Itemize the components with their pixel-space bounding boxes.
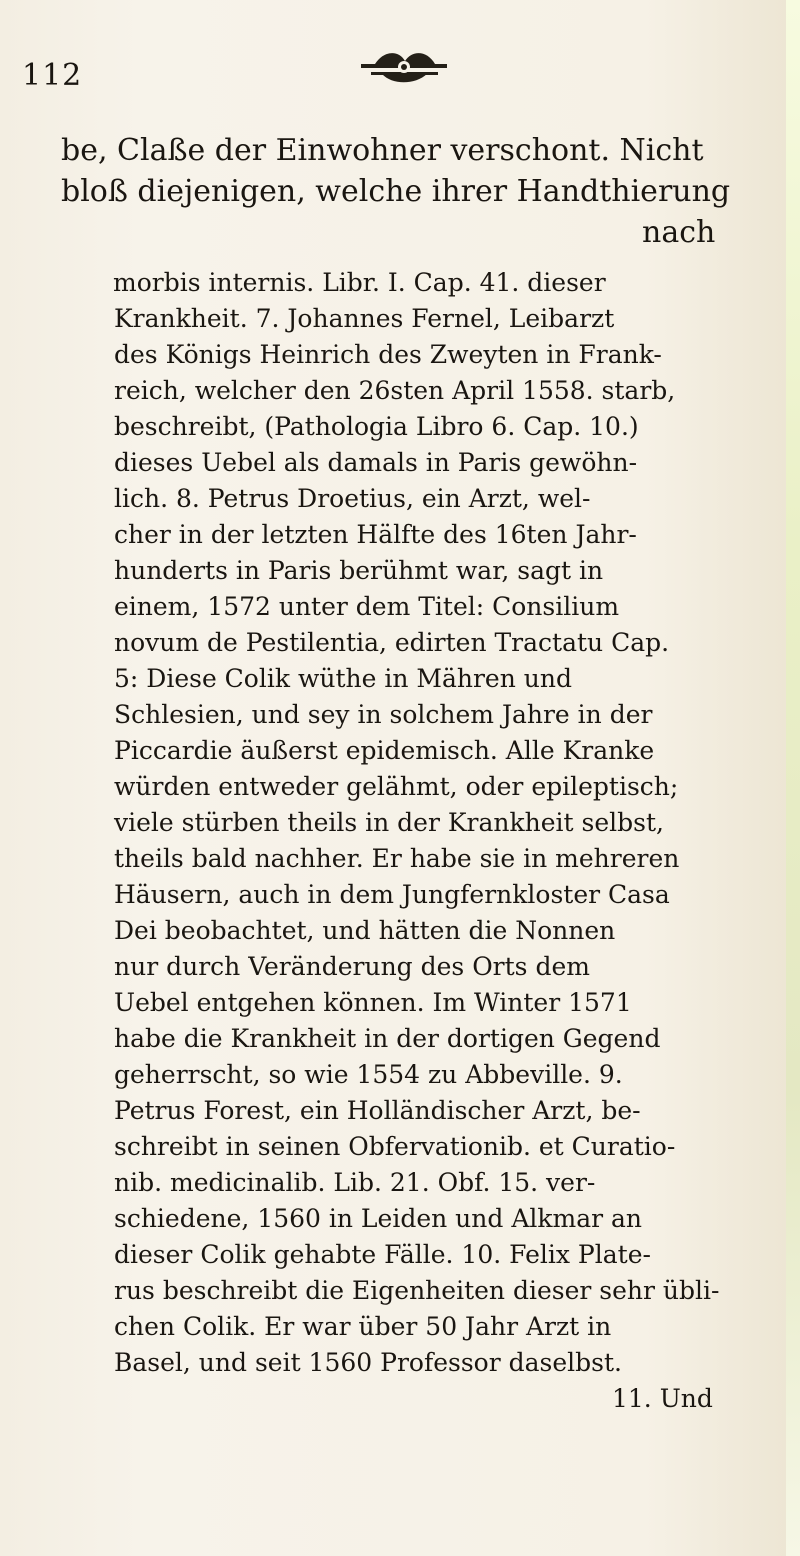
text-line: novum de Pestilentia, edirten Tractatu Cap. — [114, 628, 670, 657]
text-line: Uebel entgehen können. Im Winter 1571 — [114, 988, 632, 1017]
catchword: nach — [642, 215, 716, 250]
text-line: hunderts in Paris berühmt war, sagt in — [114, 556, 604, 585]
text-line: Dei beobachtet, und hätten die Nonnen — [114, 916, 616, 945]
text-line: schreibt in seinen Obfervationib. et Curatio- — [114, 1132, 676, 1161]
page-number: 112 — [22, 58, 83, 93]
text-line: Piccardie äußerst epidemisch. Alle Kranke — [114, 736, 655, 765]
text-line: beschreibt, (Pathologia Libro 6. Cap. 10.) — [114, 412, 639, 441]
text-line: nib. medicinalib. Lib. 21. Obf. 15. ver- — [114, 1168, 596, 1197]
text-line: cher in der letzten Hälfte des 16ten Jahr- — [114, 520, 637, 549]
text-line: bloß diejenigen, welche ihrer Handthierung — [61, 174, 731, 209]
text-line: dieses Uebel als damals in Paris gewöhn- — [114, 448, 638, 477]
text-line: geherrscht, so wie 1554 zu Abbeville. 9. — [114, 1060, 623, 1089]
text-line: Schlesien, und sey in solchem Jahre in der — [114, 700, 653, 729]
text-line: einem, 1572 unter dem Titel: Consilium — [114, 592, 620, 621]
text-line: morbis internis. Libr. I. Cap. 41. dieser — [113, 268, 606, 297]
text-line: habe die Krankheit in der dortigen Gegend — [114, 1024, 661, 1053]
page-edge — [786, 0, 800, 1556]
text-line: 5: Diese Colik wüthe in Mähren und — [114, 664, 572, 693]
text-line: nur durch Veränderung des Orts dem — [114, 952, 590, 981]
header-ornament — [357, 45, 452, 89]
catchword: 11. Und — [612, 1384, 713, 1413]
text-line: Krankheit. 7. Johannes Fernel, Leibarzt — [114, 304, 615, 333]
text-line: reich, welcher den 26sten April 1558. starb, — [114, 376, 676, 405]
text-line: viele stürben theils in der Krankheit selbst, — [114, 808, 664, 837]
text-line: be, Claße der Einwohner verschont. Nicht — [61, 133, 704, 168]
text-line: des Königs Heinrich des Zweyten in Frank- — [114, 340, 662, 369]
text-line: Petrus Forest, ein Holländischer Arzt, be- — [114, 1096, 641, 1125]
text-line: theils bald nachher. Er habe sie in mehreren — [114, 844, 680, 873]
text-line: Häusern, auch in dem Jungfernkloster Casa — [114, 880, 670, 909]
text-line: würden entweder gelähmt, oder epileptisch; — [114, 772, 679, 801]
text-line: rus beschreibt die Eigenheiten dieser sehr übli- — [114, 1276, 720, 1305]
text-line: dieser Colik gehabte Fälle. 10. Felix Plate- — [114, 1240, 651, 1269]
text-line: chen Colik. Er war über 50 Jahr Arzt in — [114, 1312, 612, 1341]
text-line: lich. 8. Petrus Droetius, ein Arzt, wel- — [114, 484, 591, 513]
text-line: Basel, und seit 1560 Professor daselbst. — [114, 1348, 622, 1377]
text-line: schiedene, 1560 in Leiden und Alkmar an — [114, 1204, 643, 1233]
